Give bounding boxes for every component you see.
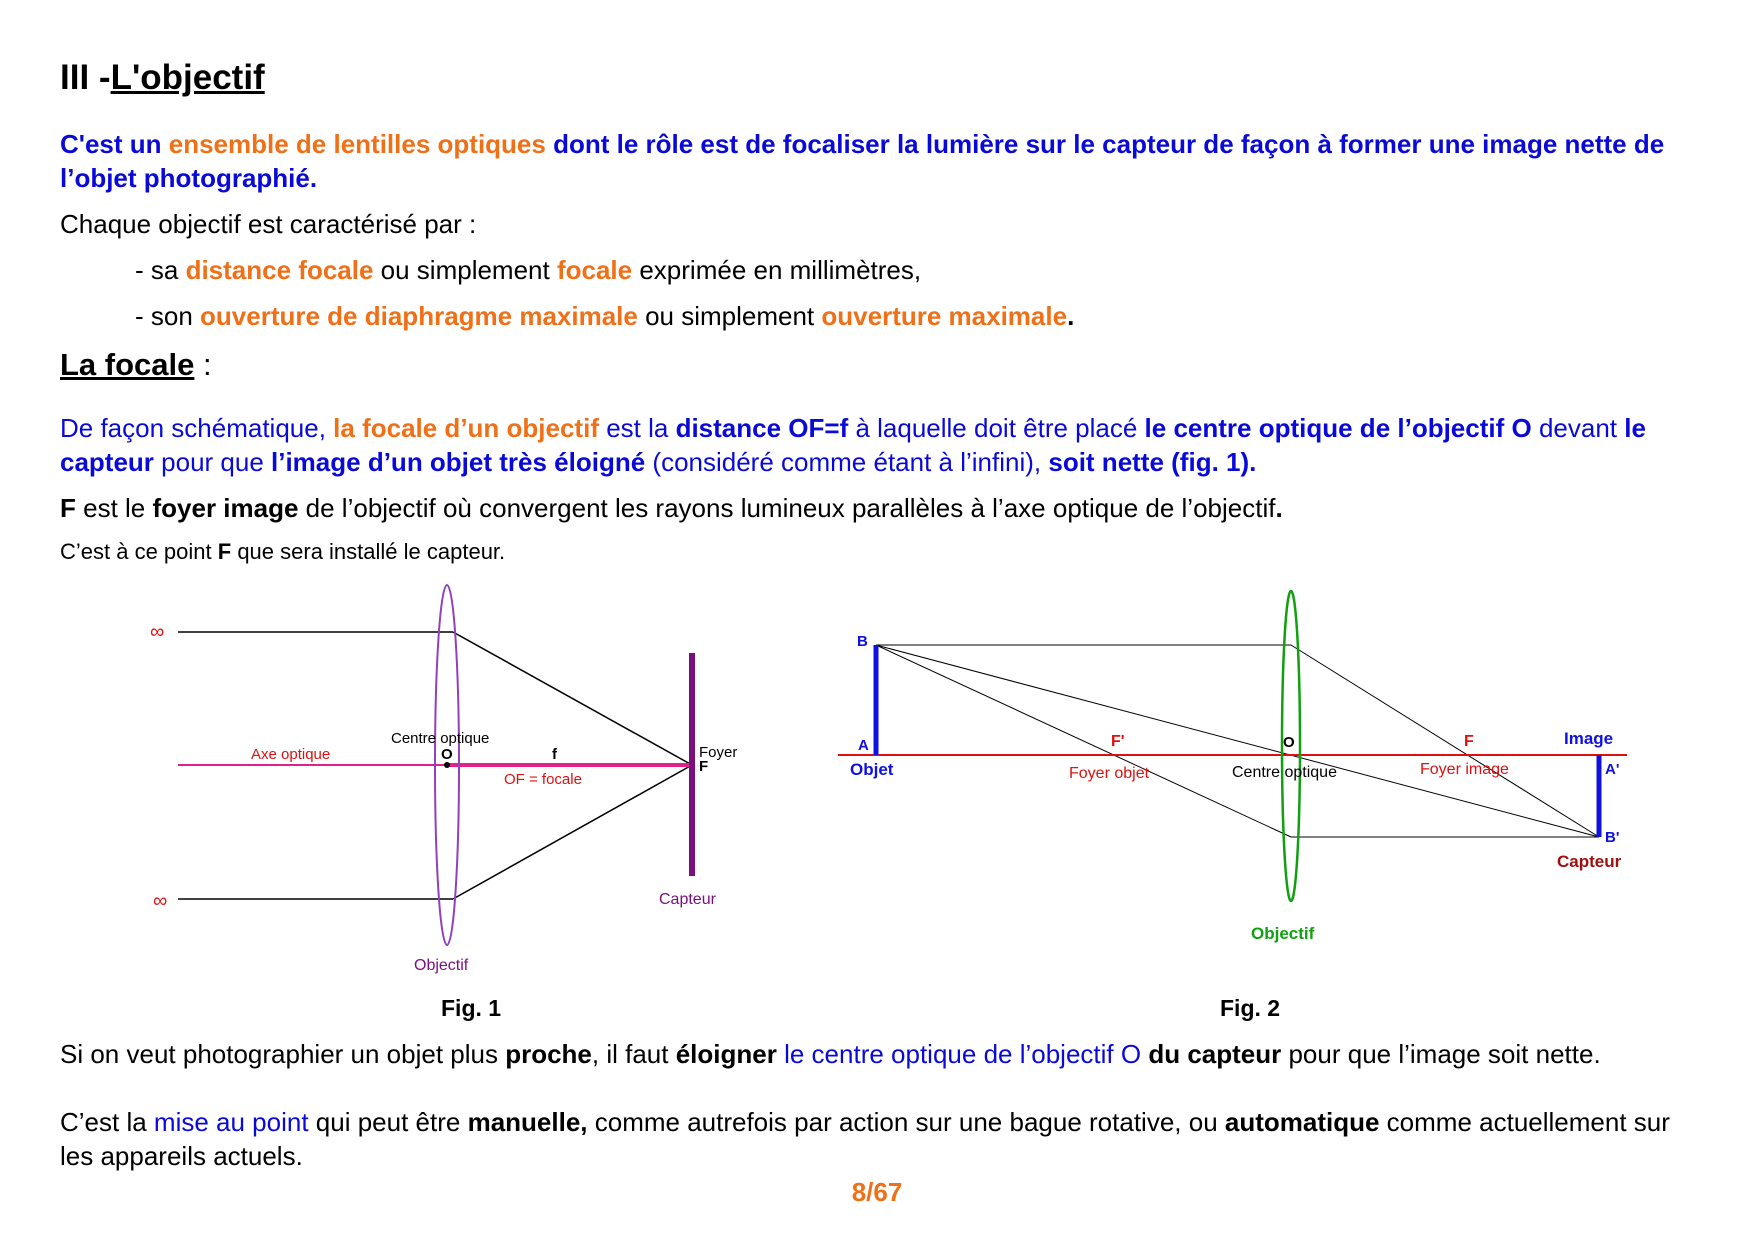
fig2-A-label: A xyxy=(858,737,869,754)
par2-bold-5: soit nette (fig. 1). xyxy=(1048,447,1257,477)
fig2-O-label: O xyxy=(1283,734,1295,751)
fig2-objet-label: Objet xyxy=(850,760,894,779)
par3-text-2: de l’objectif où convergent les rayons lumineux parallèles à l’axe optique de l’objectif xyxy=(298,493,1276,523)
fig2-B-label: B xyxy=(857,633,868,650)
par2-bold-1: distance OF=f xyxy=(675,413,849,443)
fig2-ray-through-Fprime xyxy=(876,645,1291,837)
intro-highlight: ensemble de lentilles optiques xyxy=(168,129,546,159)
fig2-centre-optique-label: Centre optique xyxy=(1232,764,1337,781)
fig2-foyer-objet-label: Foyer objet xyxy=(1069,765,1150,782)
fig2-Fprime-label: F' xyxy=(1111,733,1125,750)
par6-bold-2: automatique xyxy=(1224,1107,1380,1137)
fig2-Bprime-label: B' xyxy=(1605,829,1620,846)
par5-blue: le centre optique de l’objectif O xyxy=(784,1039,1142,1069)
bullet1-text-3: exprimée en millimètres, xyxy=(632,255,922,285)
autofocus-paragraph xyxy=(60,1105,1700,1173)
par2-bold-2: le centre optique de l’objectif O xyxy=(1144,413,1532,443)
fig1-of-label: OF = focale xyxy=(504,771,582,788)
fig2-diagram xyxy=(838,591,1627,943)
bullet1-highlight-2: focale xyxy=(556,255,633,285)
bullet2-highlight-1: ouverture de diaphragme maximale xyxy=(200,301,638,331)
page-number: 8/67 xyxy=(851,1177,903,1207)
bullet2-highlight-2: ouverture maximale xyxy=(821,301,1068,331)
fig2-image-label: Image xyxy=(1564,729,1614,748)
par3-bold-2: foyer image xyxy=(152,493,299,523)
fig1-objectif-label: Objectif xyxy=(414,957,469,974)
par5-bold-2: éloigner xyxy=(675,1039,777,1069)
fig1-caption: Fig. 1 xyxy=(441,995,502,1021)
par3-bold-3: . xyxy=(1275,493,1283,523)
bullet2-text-2: ou simplement xyxy=(637,301,822,331)
par2-text-5: pour que xyxy=(153,447,272,477)
fig2-Aprime-label: A' xyxy=(1605,761,1620,778)
par6-text-3: comme autrefois par action sur une bague rotative, ou xyxy=(587,1107,1225,1137)
fig1-foyer-label: Foyer xyxy=(699,744,738,761)
par6-blue: mise au point xyxy=(153,1107,309,1137)
intro-text-2: dont le rôle est de focaliser la lumière sur le capteur de façon à former une image nette de l’objet photographié. xyxy=(60,129,1665,193)
par5-space-1 xyxy=(777,1039,784,1069)
fig1-F-label: F xyxy=(699,758,709,775)
par5-text-2: , il faut xyxy=(591,1039,676,1069)
fig2-ray-through-O xyxy=(876,645,1599,837)
bullet1-text-1: - sa xyxy=(135,255,186,285)
par2-bold-4: l’image d’un objet très éloigné xyxy=(271,447,646,477)
title-prefix: III - xyxy=(60,58,111,97)
fig1-f-label: f xyxy=(552,746,557,763)
fig1-axe-label: Axe optique xyxy=(251,746,331,763)
fig1-diagram xyxy=(150,585,737,974)
fig1-o-label: O xyxy=(441,746,453,763)
par5-text-3: pour que l’image soit nette. xyxy=(1281,1039,1601,1069)
par2-text-1: De façon schématique, xyxy=(60,413,334,443)
focale-heading-main: La focale xyxy=(60,347,195,382)
fig2-F-label: F xyxy=(1464,733,1474,750)
title-main: L'objectif xyxy=(110,58,265,97)
par5-bold-3: du capteur xyxy=(1148,1039,1282,1069)
par6-bold-1: manuelle, xyxy=(467,1107,588,1137)
caract-line: Chaque objectif est caractérisé par : xyxy=(60,209,477,239)
par2-text-3: à laquelle doit être placé xyxy=(848,413,1145,443)
fig2-objectif-label: Objectif xyxy=(1251,924,1315,943)
bullet2-text-3: . xyxy=(1067,301,1075,331)
par2-text-4: devant xyxy=(1531,413,1625,443)
fig1-infinity-top: ∞ xyxy=(150,621,165,643)
focale-heading-suffix: : xyxy=(194,347,212,382)
par5-text-1: Si on veut photographier un objet plus xyxy=(60,1039,506,1069)
par3-text-1: est le xyxy=(75,493,153,523)
bullet1-highlight-1: distance focale xyxy=(185,255,374,285)
par2-text-6: (considéré comme étant à l’infini), xyxy=(645,447,1049,477)
intro-text-1: C'est un xyxy=(60,129,169,159)
par4-bold: F xyxy=(217,539,232,564)
mise-au-point-paragraph xyxy=(60,1037,1700,1071)
par2-highlight: la focale d’un objectif xyxy=(333,413,599,443)
par5-bold-1: proche xyxy=(505,1039,592,1069)
bullet2-text-1: - son xyxy=(135,301,201,331)
par4-text-2: que sera installé le capteur. xyxy=(231,539,506,564)
par6-text-1: C’est la xyxy=(60,1107,154,1137)
fig1-infinity-bottom: ∞ xyxy=(153,890,168,912)
fig1-centre-label: Centre optique xyxy=(391,730,490,747)
par2-text-2: est la xyxy=(598,413,676,443)
fig1-capteur-label: Capteur xyxy=(659,891,716,908)
par6-text-4: comme actuellement sur les appareils actuels. xyxy=(60,1107,1670,1171)
par4-text-1: C’est à ce point xyxy=(60,539,218,564)
fig2-ray-through-F xyxy=(1291,645,1599,837)
bullet1-text-2: ou simplement xyxy=(373,255,557,285)
fig2-foyer-image-label: Foyer image xyxy=(1420,761,1509,778)
par3-bold-1: F xyxy=(60,493,76,523)
par2-bold-3: le capteur xyxy=(60,413,1646,477)
par6-text-2: qui peut être xyxy=(308,1107,468,1137)
fig2-caption: Fig. 2 xyxy=(1220,995,1281,1021)
fig2-capteur-label: Capteur xyxy=(1557,852,1622,871)
